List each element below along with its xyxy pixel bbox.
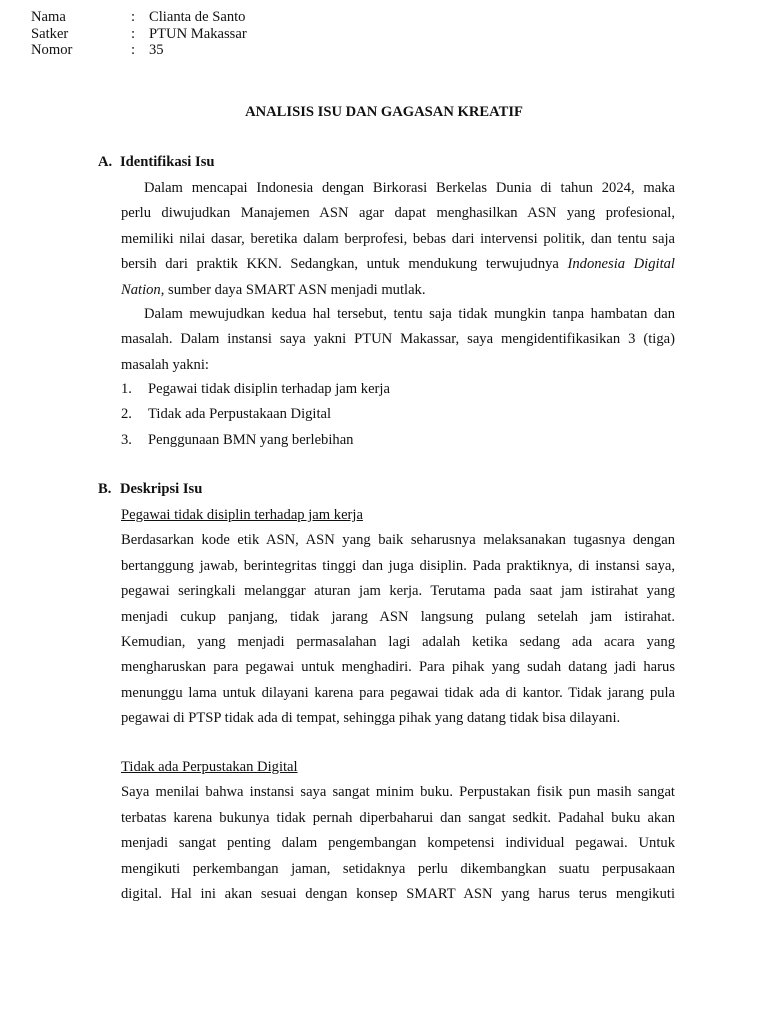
list-text: Penggunaan BMN yang berlebihan — [148, 431, 354, 448]
text-line: Dalam mencapai Indonesia dengan Birkorasi Berkelas Dunia di tahun 2024, maka — [144, 180, 675, 196]
italic-text: Indonesia Digital — [567, 256, 675, 273]
text-line: Kemudian, yang menjadi permasalahan lagi adalah ketika sedang ada acara yang — [121, 634, 675, 651]
info-colon: : — [131, 25, 136, 42]
list-number: 1. — [121, 381, 132, 397]
info-colon: : — [131, 9, 136, 25]
info-label: Nomor — [31, 42, 73, 58]
text-line: menjadi cukup panjang, tidak jarang ASN langsung pulang setelah jam istirahat. — [121, 608, 675, 625]
info-value: 35 — [149, 42, 164, 58]
text-line: menunggu lama untuk dilayani karena para pegawai tidak ada di kantor. Tidak jarang pula — [121, 684, 675, 701]
italic-text: Nation — [121, 281, 161, 298]
info-label: Satker — [31, 25, 69, 42]
text-line: perlu diwujudkan Manajemen ASN agar dapat menghasilkan ASN yang profesional, — [121, 205, 675, 222]
text-run: , sumber daya SMART ASN menjadi mutlak. — [160, 281, 426, 298]
identity-block — [31, 9, 247, 59]
info-value: PTUN Makassar — [149, 25, 247, 42]
section-letter: B. — [98, 481, 112, 497]
text-line: pegawai seringkali melanggar aturan jam kerja. Terutama pada saat jam istirahat yang — [121, 583, 675, 600]
text-line: Dalam mewujudkan kedua hal tersebut, tentu saja tidak mungkin tanpa hambatan dan — [144, 306, 675, 322]
list-text: Tidak ada Perpustakaan Digital — [148, 406, 332, 423]
info-value: Clianta de Santo — [149, 9, 246, 25]
text-line: digital. Hal ini akan sesuai dengan konsep SMART ASN yang harus terus mengikuti — [121, 886, 675, 903]
text-line: Saya menilai bahwa instansi saya sangat minim buku. Perpustakan fisik pun masih sangat — [121, 784, 675, 801]
text-line: masalah yakni: — [121, 356, 209, 373]
text-line — [121, 278, 675, 303]
list-number: 2. — [121, 406, 132, 423]
text-line: menjadi sangat penting dalam pengembangan kompetensi individual pegawai. Untuk — [121, 835, 675, 852]
subsection-title: Tidak ada Perpustakan Digital — [121, 759, 298, 775]
section-a-paragraph-1 — [121, 176, 675, 303]
info-row-nomor — [31, 42, 247, 59]
section-a-paragraph-2 — [121, 302, 675, 378]
info-row-nama — [31, 9, 247, 26]
issue-list — [121, 377, 390, 453]
text-line: mengharuskan para pegawai untuk menghadiri. Para pihak yang sudah datang jadi harus — [121, 659, 675, 676]
list-number: 3. — [121, 431, 132, 448]
text-line: mengikuti perkembangan jaman, setidaknya perlu dikembangkan suatu perpusakaan — [121, 860, 675, 877]
text-line: memiliki nilai dasar, beretika dalam berprofesi, bebas dari intervensi politik, dan tentu saja — [121, 230, 675, 247]
text-line: masalah. Dalam instansi saya yakni PTUN Makassar, saya mengidentifikasikan 3 (tiga) — [121, 331, 675, 348]
text-line: terbatas karena bukunya tidak pernah diperbaharui dan sangat sedkit. Padahal buku akan — [121, 809, 675, 826]
list-item — [121, 377, 390, 402]
section-title: Identifikasi Isu — [120, 154, 215, 170]
text-run: bersih dari praktik KKN. Sedangkan, untuk mendukung terwujudnya — [121, 256, 568, 273]
info-label: Nama — [31, 9, 66, 25]
subsection-title: Pegawai tidak disiplin terhadap jam kerja — [121, 507, 363, 523]
document-title: ANALISIS ISU DAN GAGASAN KREATIF — [245, 104, 523, 120]
text-line: pegawai di PTSP tidak ada di tempat, sehingga pihak yang datang tidak bisa dilayani. — [121, 710, 621, 727]
info-row-satker — [31, 26, 247, 43]
section-a-heading — [98, 154, 215, 171]
subsection-digital-library — [121, 755, 675, 907]
list-item — [121, 402, 390, 427]
text-line — [121, 252, 675, 277]
list-item — [121, 428, 390, 453]
text-line: Berdasarkan kode etik ASN, ASN yang baik seharusnya melaksanakan tugasnya dengan — [121, 532, 675, 549]
section-title: Deskripsi Isu — [120, 481, 203, 497]
info-colon: : — [131, 42, 136, 58]
text-line: bertanggung jawab, berintegritas tinggi dan juga disiplin. Pada praktiknya, di instansi saya, — [121, 557, 675, 574]
section-b-heading — [98, 481, 202, 498]
section-letter: A. — [98, 154, 113, 170]
list-text: Pegawai tidak disiplin terhadap jam kerja — [148, 381, 390, 397]
subsection-discipline — [121, 503, 675, 732]
